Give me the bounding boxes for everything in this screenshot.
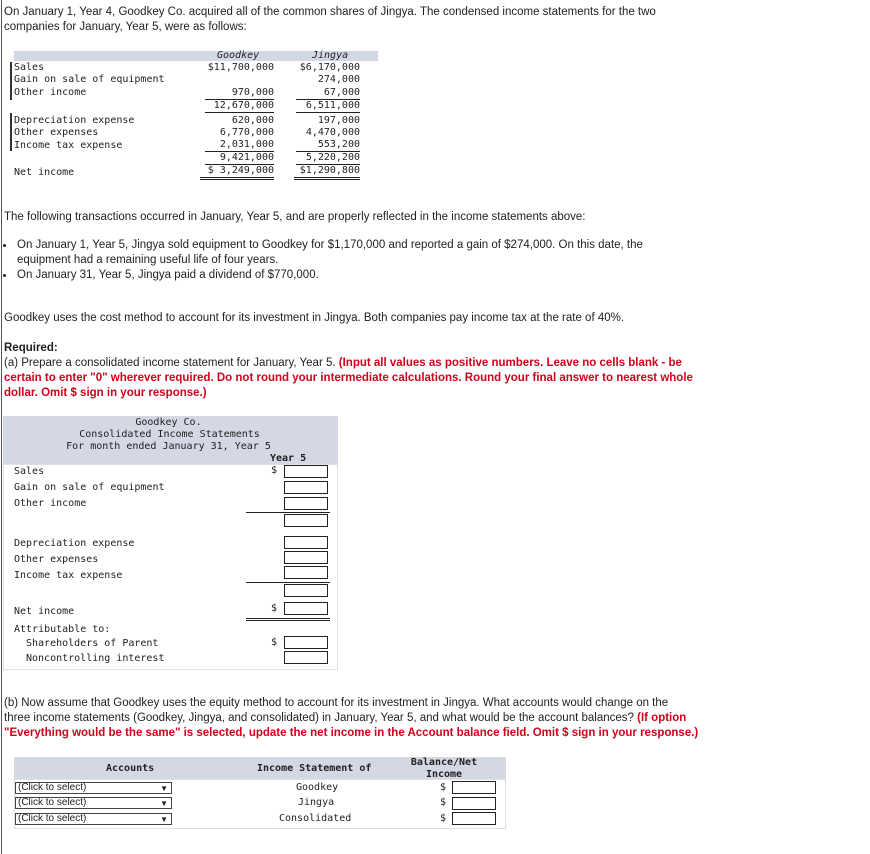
given-label: Gain on sale of equipment	[14, 74, 165, 85]
part-b-instruction-2: "Everything would be the same" is selected, update the net income in the Account balance field. Omit $ sign in your response.)	[4, 727, 699, 739]
cis-label-income-tax: Income tax expense	[14, 570, 123, 581]
balance-input-3[interactable]	[452, 812, 496, 825]
required-a-prefix: (a) Prepare a consolidated income statement for January, Year 5.	[4, 357, 336, 369]
given-label: Income tax expense	[14, 140, 123, 151]
account-select-2[interactable]	[15, 797, 172, 809]
consolidated-title-3: For month ended January 31, Year 5	[66, 441, 271, 452]
nci-input[interactable]	[284, 651, 328, 664]
required-heading: Required:	[4, 342, 58, 354]
balance-input-2[interactable]	[452, 797, 496, 810]
part-b-line-2-prefix: three income statements (Goodkey, Jingya, and consolidated) in January, Year 5, and what would be the account balances?	[4, 712, 634, 724]
statement-goodkey: Goodkey	[296, 782, 339, 793]
given-label: Sales	[14, 62, 45, 73]
required-a-instruction-2: certain to enter "0" wherever required. Do not round your intermediate calculations. Round your final answer to nearest whole	[4, 372, 693, 384]
income-tax-input[interactable]	[284, 566, 328, 579]
cis-label-depreciation: Depreciation expense	[14, 538, 135, 549]
method-note: Goodkey uses the cost method to account for its investment in Jingya. Both companies pay income tax at the rate of 40%.	[4, 312, 625, 324]
col-balance-line-1: Balance/Net	[410, 757, 478, 768]
given-label: Other income	[14, 87, 87, 98]
bullet-icon	[3, 244, 6, 247]
given-jingya: 553,200	[296, 139, 360, 152]
given-goodkey: 2,031,000	[205, 139, 274, 152]
col-year-5: Year 5	[270, 453, 307, 464]
given-goodkey: $11,700,000	[207, 62, 274, 73]
sales-input[interactable]	[284, 465, 328, 478]
bullet-icon	[3, 274, 6, 277]
required-a-instruction: (Input all values as positive numbers. Leave no cells blank - be	[338, 357, 682, 369]
select-value: (Click to select)	[18, 782, 87, 793]
given-goodkey-subtotal: 12,670,000	[205, 100, 274, 113]
given-label: Other expenses	[14, 127, 99, 138]
given-jingya-subtotal: 6,511,000	[296, 100, 360, 113]
dollar-sign: $	[440, 813, 447, 824]
shareholders-input[interactable]	[284, 636, 328, 649]
balance-input-1[interactable]	[452, 781, 496, 794]
given-goodkey: 6,770,000	[219, 127, 274, 138]
dollar-sign: $	[271, 603, 278, 614]
given-goodkey: 620,000	[231, 115, 274, 126]
account-select-3[interactable]	[15, 813, 172, 825]
consolidated-title-1: Goodkey Co.	[135, 417, 202, 428]
intro-line-1: On January 1, Year 4, Goodkey Co. acquired all of the common shares of Jingya. The condensed income statements for the two	[4, 6, 656, 18]
dollar-sign: $	[271, 637, 278, 648]
dollar-sign: $	[440, 782, 447, 793]
cis-label-shareholders: Shareholders of Parent	[26, 638, 159, 649]
double-rule	[246, 618, 330, 621]
given-jingya-net: $1,290,800	[294, 165, 360, 180]
given-jingya: 67,000	[296, 87, 360, 100]
part-b-line-2	[4, 711, 686, 726]
given-jingya: 197,000	[317, 115, 360, 126]
cis-label-sales: Sales	[14, 466, 45, 477]
given-jingya: $6,170,000	[299, 62, 360, 73]
required-a	[4, 356, 682, 371]
given-goodkey-subtotal: 9,421,000	[205, 152, 274, 165]
dollar-sign: $	[440, 797, 447, 808]
transaction-2: On January 31, Year 5, Jingya paid a dividend of $770,000.	[17, 269, 319, 281]
dollar-sign: $	[271, 465, 278, 476]
select-value: (Click to select)	[18, 797, 87, 808]
given-jingya: 4,470,000	[305, 127, 360, 138]
select-value: (Click to select)	[18, 813, 87, 824]
gain-input[interactable]	[284, 481, 328, 494]
given-label: Depreciation expense	[14, 115, 135, 126]
statement-jingya: Jingya	[298, 797, 335, 808]
other-expenses-input[interactable]	[284, 551, 328, 564]
col-accounts: Accounts	[106, 763, 155, 774]
given-table-marker	[10, 62, 12, 100]
col-balance-line-2: Income	[425, 769, 463, 780]
cis-label-other-income: Other income	[14, 498, 87, 509]
col-income-statement: Income Statement of	[257, 763, 372, 774]
transaction-1-line-2: equipment had a remaining useful life of four years.	[17, 254, 279, 266]
part-b-instruction: (If option	[637, 712, 687, 724]
total-expenses-input[interactable]	[284, 584, 328, 597]
cis-label-net-income: Net income	[14, 606, 75, 617]
total-revenue-input[interactable]	[284, 514, 328, 527]
given-goodkey-net: $ 3,249,000	[200, 165, 274, 180]
consolidated-title	[3, 417, 338, 453]
net-income-input[interactable]	[284, 602, 328, 615]
statement-consolidated: Consolidated	[279, 813, 352, 824]
cis-label-attributable: Attributable to:	[14, 624, 111, 635]
given-goodkey: 970,000	[205, 87, 274, 100]
part-b-line-1: (b) Now assume that Goodkey uses the equity method to account for its investment in Jingya. What accounts would change on the	[4, 697, 669, 709]
intro-line-2: companies for January, Year 5, were as follows:	[4, 21, 247, 33]
col-goodkey: Goodkey	[217, 50, 260, 61]
transactions-intro: The following transactions occurred in January, Year 5, and are properly reflected in the income statements above:	[4, 211, 586, 223]
given-jingya: 274,000	[317, 74, 360, 85]
cis-label-other-expenses: Other expenses	[14, 554, 99, 565]
depreciation-input[interactable]	[284, 536, 328, 549]
given-jingya-subtotal: 5,220,200	[296, 152, 360, 165]
transaction-1-line-1: On January 1, Year 5, Jingya sold equipment to Goodkey for $1,170,000 and reported a gain of $274,000. On this date, the	[17, 239, 643, 251]
subtotal-rule	[246, 582, 330, 583]
chevron-down-icon: ▼	[160, 799, 168, 808]
cis-label-gain: Gain on sale of equipment	[14, 482, 165, 493]
col-jingya: Jingya	[312, 50, 349, 61]
chevron-down-icon: ▼	[160, 784, 168, 793]
required-a-instruction-3: dollar. Omit $ sign in your response.)	[4, 387, 207, 399]
cis-label-nci: Noncontrolling interest	[26, 653, 165, 664]
subtotal-rule	[246, 512, 330, 513]
consolidated-title-2: Consolidated Income Statements	[79, 429, 260, 440]
other-income-input[interactable]	[284, 497, 328, 510]
col-balance	[408, 757, 480, 781]
given-label: Net income	[14, 167, 75, 178]
given-table-marker	[10, 113, 12, 151]
account-select-1[interactable]	[15, 782, 172, 794]
chevron-down-icon: ▼	[160, 815, 168, 824]
